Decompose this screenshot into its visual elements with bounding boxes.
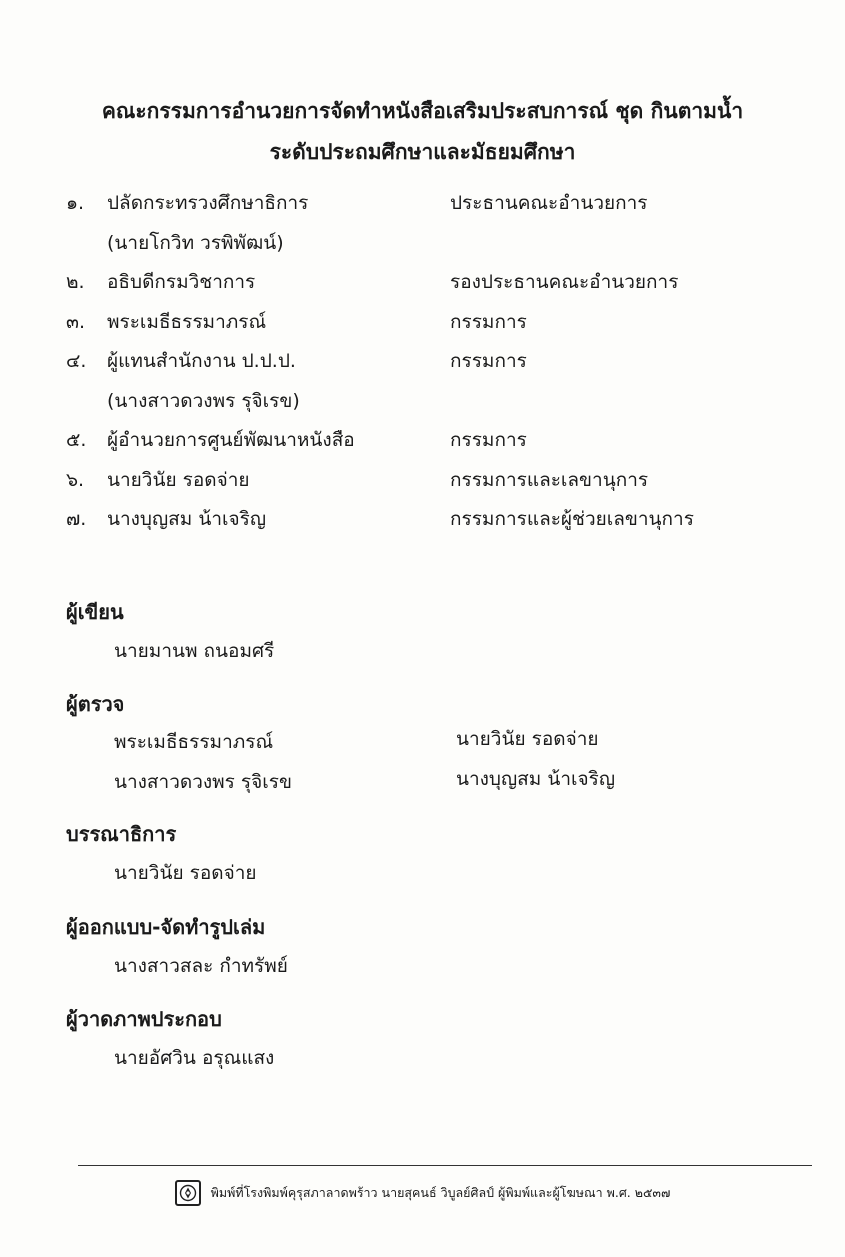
reviewer-name: นางบุญสม น้าเจริญ xyxy=(456,768,616,790)
committee-row xyxy=(0,423,845,457)
reviewers-heading: ผู้ตรวจ xyxy=(66,692,125,716)
committee-role: รองประธานคณะอำนวยการ xyxy=(450,271,679,293)
committee-name: นายวินัย รอดจ่าย xyxy=(107,469,250,491)
committee-number: ๗. xyxy=(66,508,87,530)
printer-credit: พิมพ์ที่โรงพิมพ์คุรุสภาลาดพร้าว นายสุคนธ์ วิบูลย์ศิลป์ ผู้พิมพ์และผู้โฆษณา พ.ศ. ๒๕๓๗ xyxy=(210,1185,671,1200)
reviewer-name: พระเมธีธรรมาภรณ์ xyxy=(114,731,274,753)
committee-number: ๕. xyxy=(66,429,87,451)
committee-name: ผู้อำนวยการศูนย์พัฒนาหนังสือ xyxy=(107,429,355,451)
editor-name: นายวินัย รอดจ่าย xyxy=(114,862,257,884)
committee-role: กรรมการและผู้ช่วยเลขานุการ xyxy=(450,508,694,530)
designer-name: นางสาวสละ กำทรัพย์ xyxy=(114,955,288,977)
committee-name: (นายโกวิท วรพิพัฒน์) xyxy=(107,232,284,254)
document-title-line2: ระดับประถมศึกษาและมัธยมศึกษา xyxy=(269,140,576,164)
committee-row xyxy=(0,186,845,220)
committee-role: กรรมการ xyxy=(450,429,527,451)
committee-role: ประธานคณะอำนวยการ xyxy=(450,192,648,214)
committee-role: กรรมการและเลขานุการ xyxy=(450,469,649,491)
committee-row xyxy=(0,344,845,378)
writer-name: นายมานพ ถนอมศรี xyxy=(114,640,275,662)
designer-heading: ผู้ออกแบบ-จัดทำรูปเล่ม xyxy=(66,915,266,939)
document-title-line1: คณะกรรมการอำนวยการจัดทำหนังสือเสริมประสบการณ์ ชุด กินตามน้ำ xyxy=(101,99,744,123)
writer-heading: ผู้เขียน xyxy=(66,600,124,624)
committee-row xyxy=(0,384,845,418)
committee-row xyxy=(0,226,845,260)
committee-name: อธิบดีกรมวิชาการ xyxy=(107,271,256,293)
committee-name: พระเมธีธรรมาภรณ์ xyxy=(107,311,267,333)
reviewer-name: นายวินัย รอดจ่าย xyxy=(456,728,599,750)
illustrator-heading: ผู้วาดภาพประกอบ xyxy=(66,1007,222,1031)
committee-row xyxy=(0,265,845,299)
committee-role: กรรมการ xyxy=(450,311,527,333)
committee-row xyxy=(0,305,845,339)
editor-heading: บรรณาธิการ xyxy=(66,822,177,846)
committee-number: ๖. xyxy=(66,469,85,491)
illustrator-name: นายอัศวิน อรุณแสง xyxy=(114,1047,275,1069)
committee-number: ๔. xyxy=(66,350,87,372)
committee-name: นางบุญสม น้าเจริญ xyxy=(107,508,267,530)
committee-row xyxy=(0,502,845,536)
committee-number: ๒. xyxy=(66,271,85,293)
khurusapha-emblem-icon xyxy=(175,1180,201,1206)
committee-number: ๓. xyxy=(66,311,86,333)
footer-divider xyxy=(78,1165,812,1166)
committee-row xyxy=(0,463,845,497)
committee-number: ๑. xyxy=(66,192,85,214)
reviewer-name: นางสาวดวงพร รุจิเรข xyxy=(114,771,292,793)
committee-role: กรรมการ xyxy=(450,350,527,372)
committee-name: ปลัดกระทรวงศึกษาธิการ xyxy=(107,192,309,214)
committee-name: (นางสาวดวงพร รุจิเรข) xyxy=(107,390,300,412)
committee-name: ผู้แทนสำนักงาน ป.ป.ป. xyxy=(107,350,296,372)
printer-footer xyxy=(0,1178,845,1208)
